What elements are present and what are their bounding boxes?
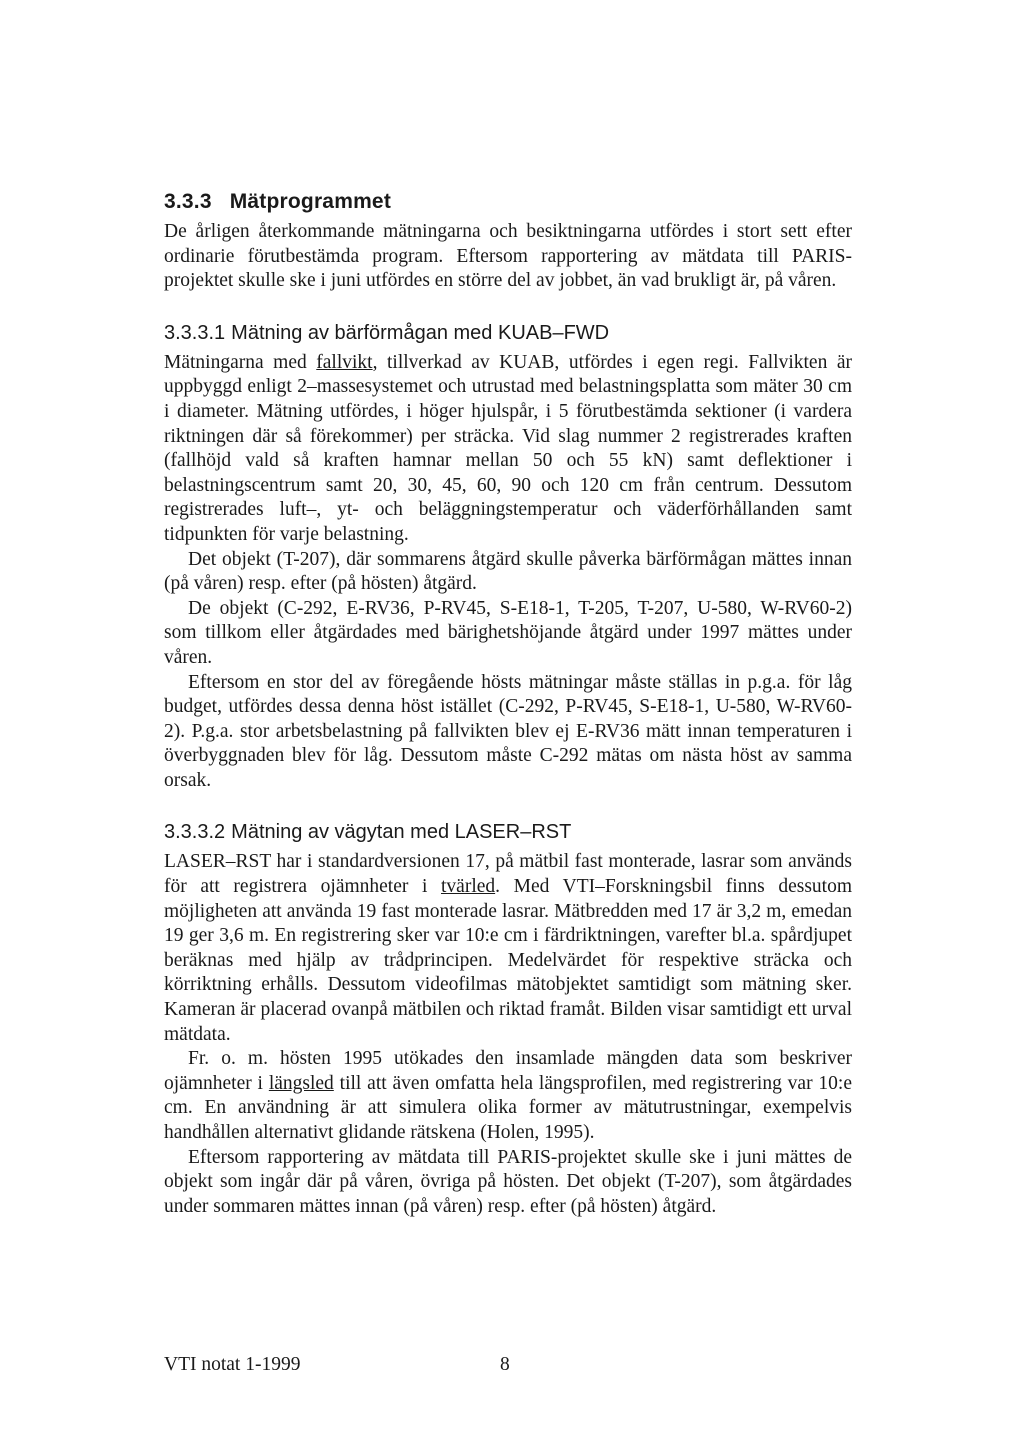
footer-doc-id: VTI notat 1-1999 <box>164 1354 301 1375</box>
subsection-2-number: 3.3.3.2 <box>164 821 226 844</box>
subsection-1-paragraph-2: Det objekt (T-207), där sommarens åtgärd skulle påverka bärförmågan mättes innan (på våren) resp. efter (på hösten) åtgärd. <box>164 548 852 595</box>
subsection-1-number: 3.3.3.1 <box>164 321 226 344</box>
subsection-2-title: Mätning av vägytan med LASER–RST <box>231 821 572 844</box>
subsection-1-heading <box>164 322 852 345</box>
subsection-1-paragraph-4: Eftersom en stor del av föregående hösts mätningar måste ställas in p.g.a. för låg budget, utfördes dessa denna höst istället (C-292, P-RV45, S-E18-1, U-580, W-RV60-2). P.g.a. stor arbetsbelastning på fallvikten blev ej E-RV36 mätt innan temperaturen i överbyggnaden blev för låg. Dessutom måste C-292 mätas om nästa höst av samma orsak. <box>164 671 852 791</box>
section-intro-paragraph: De årligen återkommande mätningarna och besiktningarna utfördes i stort sett efter ordinarie förutbestämda program. Eftersom rapportering av mätdata till PARIS-projektet skulle ske i juni utfördes en större del av jobbet, än vad brukligt är, på våren. <box>164 221 852 292</box>
section-heading <box>164 190 852 214</box>
subsection-1-paragraph-3: De objekt (C-292, E-RV36, P-RV45, S-E18-1, T-205, T-207, U-580, W-RV60-2) som tillkom eller åtgärdades med bärighetshöjande åtgärd under 1997 mättes under våren. <box>164 597 852 668</box>
term-tvarled: tvärled <box>441 876 496 898</box>
subsection-2-paragraph-3: Eftersom rapportering av mätdata till PARIS-projektet skulle ske i juni mättes de objekt som ingår där på våren, övriga på hösten. Det objekt (T-207), som åtgärdades under sommaren mättes innan (på våren) resp. efter (på hösten) åtgärd. <box>164 1146 852 1217</box>
subsection-2-paragraph-1 <box>164 850 852 1047</box>
term-fallvikt: fallvikt <box>316 351 373 373</box>
subsection-2-heading <box>164 821 852 844</box>
text-span: till att även omfatta hela längsprofilen, med registrering var 10:e cm. En användning är att simulera olika former av mätutrustningar, exempelvis handhållen alternativt glidande rätskena (Holen, 1995). <box>164 1072 852 1143</box>
section-number: 3.3.3 <box>164 190 212 213</box>
subsection-1-paragraph-1 <box>164 351 852 548</box>
text-span: . Med VTI–Forskningsbil finns dessutom möjligheten att använda 19 fast monterade lasrar. Mätbredden med 17 är 3,2 m, emedan 19 ger 3,6 m. En registrering sker var 10:e cm i färdriktningen, varefter bl.a. spårdjupet beräknas med hjälp av trådprincipen. Medelvärdet för respektive sträcka och körriktning erhålls. Dessutom videofilmas mätobjektet samtidigt som mätning sker. Kameran är placerad ovanpå mätbilen och riktad framåt. Bilden visar samtidigt ett urval mätdata. <box>164 876 852 1045</box>
section-title: Mätprogrammet <box>229 190 392 213</box>
text-span: Fr. o. m. hösten 1995 utökades den insamlade mängden data som beskriver ojämnheter i <box>164 1048 852 1094</box>
subsection-2-paragraph-2 <box>164 1047 852 1145</box>
page-content <box>164 190 852 1219</box>
footer-page-number: 8 <box>500 1354 510 1375</box>
text-span: LASER–RST har i standardversionen 17, på mätbil fast monterade, lasrar som används för att registrera ojämnheter i <box>164 851 852 898</box>
term-langsled: längsled <box>268 1072 334 1094</box>
subsection-1-title: Mätning av bärförmågan med KUAB–FWD <box>231 321 610 344</box>
text-span: Mätningarna med <box>164 351 317 373</box>
text-span: , tillverkad av KUAB, utfördes i egen regi. Fallvikten är uppbyggd enligt 2–massesystemet och utrustad med belastningsplatta som mäter 30 cm i diameter. Mätning utfördes, i höger hjulspår, i 5 förutbestämda sektioner (i vardera riktningen där så förekommer) per sträcka. Vid slag nummer 2 registrerades kraften (fallhöjd vald så kraften hamnar mellan 50 och 55 kN) samt deflektioner i belastningscentrum samt 20, 30, 45, 60, 90 och 120 cm från centrum. Dessutom registrerades luft–, yt- och beläggningstemperatur och väderförhållanden samt tidpunkten för varje belastning. <box>164 351 852 545</box>
